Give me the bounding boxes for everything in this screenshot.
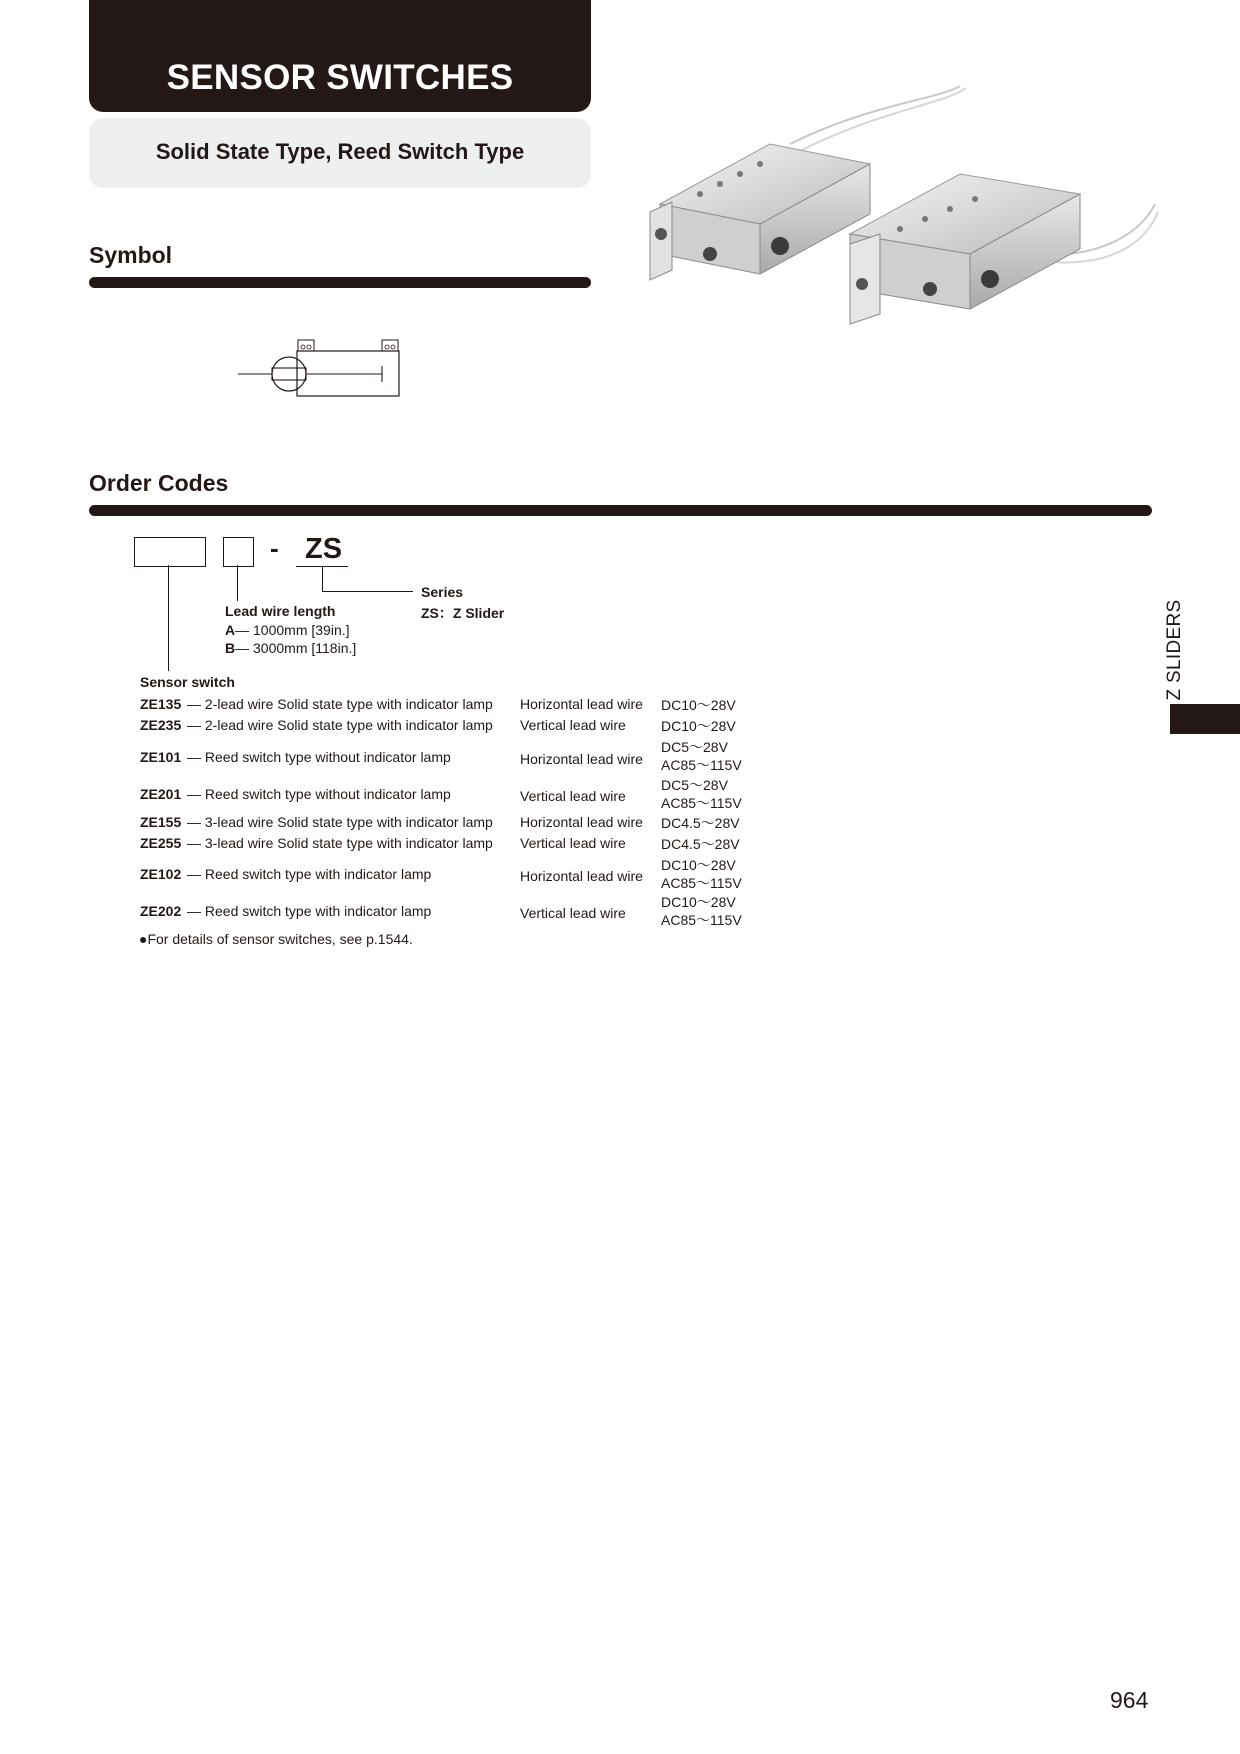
series-value-separator: ： xyxy=(438,605,453,621)
sensor-voltage: AC85～115V xyxy=(661,757,742,773)
sensor-description: — 2-lead wire Solid state type with indicator lamp xyxy=(187,717,493,733)
lead-wire-option-value: — 3000mm [118in.] xyxy=(235,640,357,656)
footnote: ●For details of sensor switches, see p.1544. xyxy=(139,931,413,947)
sensor-switch-label: Sensor switch xyxy=(140,674,235,690)
sensor-voltage: DC5～28V xyxy=(661,777,728,793)
sensor-code: ZE135 xyxy=(140,696,182,712)
side-tab-label: Z SLIDERS xyxy=(1164,599,1185,701)
series-value-code: ZS xyxy=(421,605,439,621)
series-code: ZS xyxy=(305,533,343,565)
lead-wire-option-b xyxy=(225,640,356,656)
page-title: SENSOR SWITCHES xyxy=(166,58,514,97)
sensor-description: — 2-lead wire Solid state type with indicator lamp xyxy=(187,696,493,712)
sensor-code: ZE155 xyxy=(140,814,182,830)
sensor-description: — Reed switch type without indicator lamp xyxy=(187,749,451,765)
sensor-description: — 3-lead wire Solid state type with indicator lamp xyxy=(187,835,493,851)
series-connector-horizontal xyxy=(322,591,413,592)
series-value xyxy=(421,603,504,623)
sensor-description: — 3-lead wire Solid state type with indicator lamp xyxy=(187,814,493,830)
symbol-divider xyxy=(89,277,591,288)
sensor-voltage: DC10～28V xyxy=(661,857,736,873)
sensor-lead-type: Vertical lead wire xyxy=(520,788,626,804)
side-tab xyxy=(1155,600,1195,700)
order-codes-divider xyxy=(89,505,1152,516)
sensor-lead-type: Horizontal lead wire xyxy=(520,868,643,884)
lead-wire-option-value: — 1000mm [39in.] xyxy=(235,622,350,638)
sensor-lead-type: Horizontal lead wire xyxy=(520,751,643,767)
sensor-code: ZE101 xyxy=(140,749,182,765)
page-number: 964 xyxy=(1110,1687,1149,1713)
sensor-description: — Reed switch type with indicator lamp xyxy=(187,866,432,882)
sensor-lead-type: Vertical lead wire xyxy=(520,717,626,733)
code-dash: - xyxy=(270,533,279,563)
sensor-voltage: DC4.5～28V xyxy=(661,836,740,852)
sensor-lead-type: Vertical lead wire xyxy=(520,905,626,921)
sensor-lead-type: Horizontal lead wire xyxy=(520,814,643,830)
sensor-description: — Reed switch type without indicator lamp xyxy=(187,786,451,802)
sensor-voltage: AC85～115V xyxy=(661,875,742,891)
sensor-code: ZE235 xyxy=(140,717,182,733)
series-connector-vertical xyxy=(322,566,323,592)
sensor-voltage: DC10～28V xyxy=(661,697,736,713)
lead-wire-length-label: Lead wire length xyxy=(225,603,336,619)
sensor-switch-code-box xyxy=(134,537,206,567)
order-codes-heading: Order Codes xyxy=(89,470,229,496)
symbol-heading: Symbol xyxy=(89,242,173,268)
lead-wire-code-box xyxy=(223,537,254,567)
lead-wire-option-code: A xyxy=(225,622,236,638)
sensor-lead-type: Horizontal lead wire xyxy=(520,696,643,712)
series-label: Series xyxy=(421,584,464,600)
sensor-voltage: DC10～28V xyxy=(661,718,736,734)
lead-wire-option-a xyxy=(225,622,350,638)
sensor-code: ZE202 xyxy=(140,903,182,919)
page-subtitle: Solid State Type, Reed Switch Type xyxy=(155,139,525,164)
sensor-voltage: DC10～28V xyxy=(661,894,736,910)
sensor-voltage: AC85～115V xyxy=(661,912,742,928)
series-value-name: Z Slider xyxy=(452,605,505,621)
sensor-voltage: DC4.5～28V xyxy=(661,815,740,831)
sensor-code: ZE255 xyxy=(140,835,182,851)
sensor-symbol-diagram xyxy=(232,334,412,400)
sensor-code: ZE201 xyxy=(140,786,182,802)
sensor-voltage: AC85～115V xyxy=(661,795,742,811)
sensor-description: — Reed switch type with indicator lamp xyxy=(187,903,432,919)
lead-wire-option-code: B xyxy=(225,640,236,656)
side-tab-marker xyxy=(1170,704,1240,734)
sensor-voltage: DC5～28V xyxy=(661,739,728,755)
lead-wire-connector xyxy=(237,565,238,601)
sensor-code: ZE102 xyxy=(140,866,182,882)
product-image xyxy=(640,84,1160,334)
sensor-switch-connector xyxy=(168,565,169,671)
sensor-lead-type: Vertical lead wire xyxy=(520,835,626,851)
